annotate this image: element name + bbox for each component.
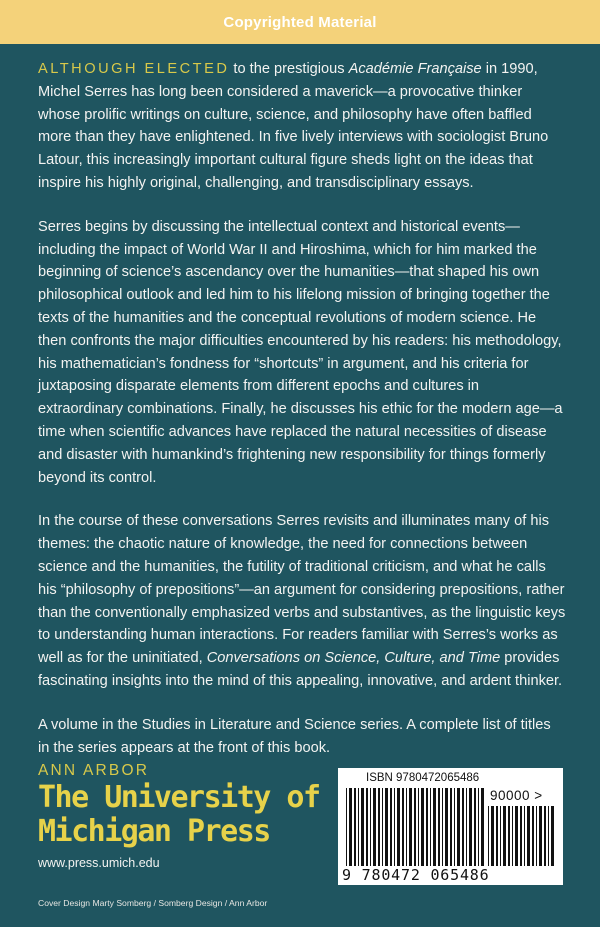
barcode-bar — [454, 788, 455, 866]
barcode-bar — [354, 788, 356, 866]
barcode-bar — [349, 788, 352, 866]
blurb-paragraph-2: Serres begins by discussing the intellectual context and historical events—including the impact of World War II and Hiroshima, which for him marked the beginning of science’s ascendancy over the humanities—that shaped his own philosophical outlook and led him to his lifelong mission of bringing together the texts of the humanities and the conceptual revolutions of modern science. He then confronts the major difficulties encountered by his readers: his methodology, his mathematician’s fondness for “shortcuts” in argument, and his criteria for juxtaposing disparate elements from different epochs and cultures in extraordinary combinations. Finally, he discusses his ethic for the modern age—a time when scientific advances have replaced the natural necessities of disease and disaster with humankind’s frightening new responsibility for things formerly beyond its control. — [38, 218, 563, 486]
barcode-bar — [512, 806, 513, 866]
barcode-bar — [524, 806, 525, 866]
barcode-bar — [532, 806, 534, 866]
barcode-bar — [361, 788, 364, 866]
barcode-bar — [469, 788, 472, 866]
barcode-bar — [370, 788, 371, 866]
barcode-bar — [462, 788, 464, 866]
barcode-bar — [394, 788, 395, 866]
publisher-url[interactable]: www.press.umich.edu — [38, 856, 160, 870]
blurb-paragraph-3: In the course of these conversations Serres revisits and illuminates many of his themes: the chaotic nature of knowledge, the need for connections between science and the humanities, the futility of traditional criticism, and what he calls his “philosophy of prepositions”—an argument for considering prepositions, rather than the conventionally emphasized verbs and substantives, as the linguistic keys to understanding human interactions. For readers familiar with Serres’s works as well as for the uninitiated, Conversations on Science, Culture, and Time provides fascinating insights into the mind of this appealing, innovative, and ardent thinker. — [38, 513, 566, 689]
barcode-bar — [474, 788, 476, 866]
barcode-bar — [366, 788, 368, 866]
barcode-bar — [430, 788, 431, 866]
barcode-bar — [445, 788, 448, 866]
barcode-bar — [548, 806, 549, 866]
barcode-bar — [520, 806, 522, 866]
barcode-bar — [536, 806, 537, 866]
barcode-bar — [397, 788, 400, 866]
barcode-bar — [438, 788, 440, 866]
barcode-bar — [457, 788, 460, 866]
cover-design-credit: Cover Design Marty Somberg / Somberg Design / Ann Arbor — [38, 898, 268, 908]
publisher-block — [38, 762, 338, 870]
barcode-bar — [488, 806, 489, 866]
lead-in: ALTHOUGH ELECTED — [38, 61, 230, 77]
barcode-bar — [346, 788, 347, 866]
barcode-bar — [442, 788, 443, 866]
barcode-bar — [426, 788, 428, 866]
barcode-bar — [390, 788, 392, 866]
copyright-banner — [0, 0, 600, 44]
back-cover-blurb — [38, 58, 566, 780]
publisher-city: ANN ARBOR — [38, 762, 150, 779]
barcode-bar — [527, 806, 530, 866]
barcode-bar — [358, 788, 359, 866]
ean-barcode-bars — [346, 788, 486, 866]
barcode-bar — [544, 806, 546, 866]
barcode-bar — [409, 788, 412, 866]
isbn-digits: 9 780472 065486 — [342, 866, 490, 884]
barcode-bar — [539, 806, 542, 866]
series-note: A volume in the Studies in Literature and Science series. A complete list of titles in the series appears at the front of this book. — [38, 716, 551, 756]
barcode-bar — [508, 806, 510, 866]
isbn-label: ISBN 9780472065486 — [366, 772, 480, 784]
barcode-bar — [478, 788, 479, 866]
barcode-bar — [433, 788, 436, 866]
barcode-bar — [481, 788, 484, 866]
barcode-bar — [503, 806, 506, 866]
academie-italic: Académie Française — [348, 61, 482, 77]
barcode-bar — [496, 806, 498, 866]
barcode-bar — [450, 788, 452, 866]
price-code: 90000 > — [490, 788, 543, 803]
barcode-bar — [414, 788, 416, 866]
barcode — [338, 768, 563, 885]
barcode-bar — [491, 806, 494, 866]
publisher-name-line-1: The University of — [38, 780, 320, 815]
barcode-bar — [406, 788, 407, 866]
barcode-bar — [385, 788, 388, 866]
price-barcode-bars — [488, 806, 554, 866]
barcode-bar — [421, 788, 424, 866]
publisher-name-line-2: Michigan Press — [38, 814, 270, 849]
barcode-bar — [373, 788, 376, 866]
barcode-bar — [500, 806, 501, 866]
barcode-bar — [378, 788, 380, 866]
barcode-bar — [382, 788, 383, 866]
barcode-bar — [515, 806, 518, 866]
barcode-bar — [551, 806, 554, 866]
barcode-bar — [402, 788, 404, 866]
blurb-paragraph-1: ALTHOUGH ELECTED to the prestigious Académie Française in 1990, Michel Serres has long been considered a maverick—a provocative thinker whose prolific writings on culture, science, and philosophy have often baffled more than they have enlightened. In five lively interviews with sociologist Bruno Latour, this increasingly important cultural figure sheds light on the ideas that inspire his highly original, challenging, and transdisciplinary essays. — [38, 61, 549, 191]
barcode-bar — [466, 788, 467, 866]
barcode-bar — [418, 788, 419, 866]
copyright-text: Copyrighted Material — [223, 13, 377, 31]
book-title-italic: Conversations on Science, Culture, and Time — [206, 650, 501, 667]
